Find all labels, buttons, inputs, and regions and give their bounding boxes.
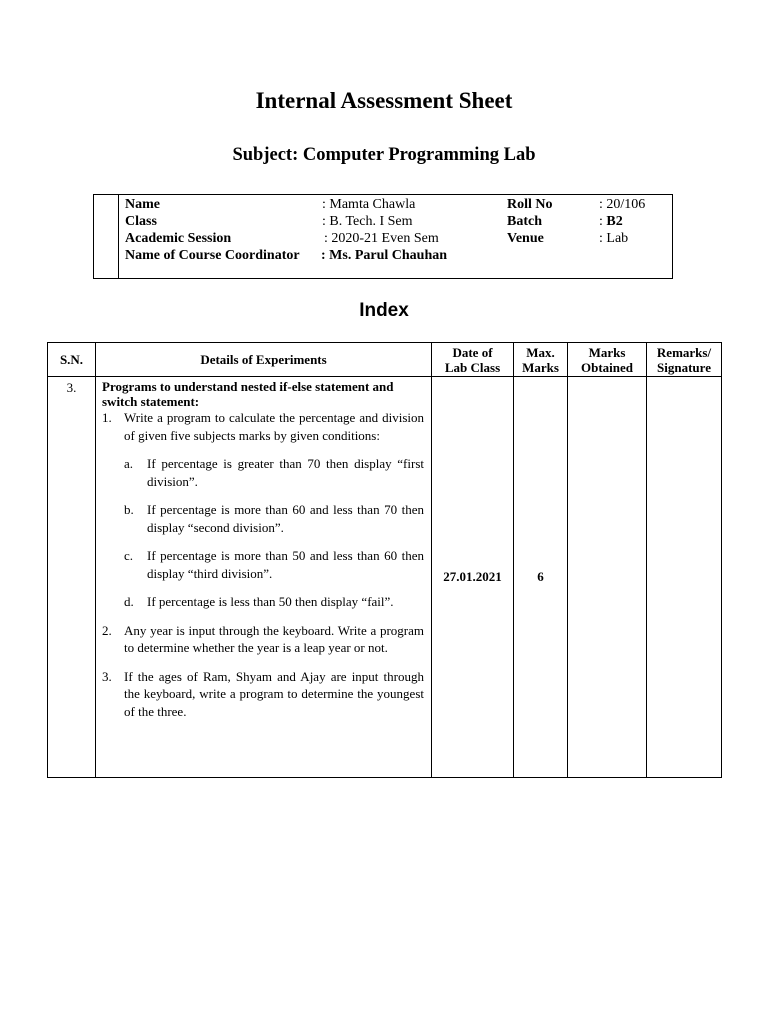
experiment-item-1 [102, 409, 424, 444]
col-max-header [514, 343, 568, 377]
table-header-row [48, 343, 722, 377]
col-remarks-line1: Remarks/ [656, 344, 712, 360]
batch-code: B2 [606, 214, 623, 229]
item-number: 2. [102, 622, 112, 638]
item-number: 1. [102, 410, 112, 425]
row-details [96, 377, 432, 778]
venue-value: : Lab [599, 231, 629, 246]
table-row [48, 377, 722, 778]
col-sn-header: S.N. [48, 343, 96, 377]
coordinator-value: : Ms. Parul Chauhan [321, 248, 448, 263]
sub-item-a [102, 455, 424, 490]
item-number: 3. [102, 668, 112, 684]
student-info-box [93, 194, 673, 279]
row-sn: 3. [48, 377, 96, 778]
col-remarks-line2: Signature [657, 359, 711, 375]
sub-item-letter: d. [124, 594, 134, 609]
col-obtained-line1: Marks [588, 344, 626, 360]
index-title: Index [359, 300, 409, 321]
sub-item-d [102, 593, 424, 611]
col-remarks-header [647, 343, 722, 377]
venue-label: Venue [507, 231, 544, 246]
col-date-header [432, 343, 514, 377]
info-box-divider [118, 195, 119, 278]
name-value: : Mamta Chawla [322, 197, 416, 212]
row-date: 27.01.2021 [432, 377, 514, 778]
experiment-item-3 [102, 668, 424, 721]
class-value: : B. Tech. I Sem [322, 214, 413, 229]
name-label: Name [125, 197, 160, 212]
sub-item-c [102, 547, 424, 582]
batch-colon: : [599, 214, 607, 229]
sub-item-text: If percentage is less than 50 then display “fail”. [147, 594, 394, 609]
batch-label: Batch [507, 214, 542, 229]
sub-item-letter: a. [124, 456, 134, 471]
item-text: If the ages of Ram, Shyam and Ajay are input through the keyboard, write a program to determine the youngest of the three. [124, 668, 424, 719]
sub-item-text: If percentage is greater than 70 then display “first division”. [147, 456, 424, 489]
roll-value: : 20/106 [599, 197, 646, 212]
row-remarks [647, 377, 722, 778]
coordinator-label: Name of Course Coordinator [125, 248, 300, 263]
col-max-line1: Max. [526, 344, 555, 360]
col-max-line2: Marks [522, 359, 559, 375]
item-text: Write a program to calculate the percentage and division of given five subjects marks by given conditions: [124, 410, 424, 443]
sub-item-text: If percentage is more than 50 and less than 60 then display “third division”. [147, 548, 424, 581]
col-date-line2: Lab Class [444, 359, 501, 375]
item-text: Any year is input through the keyboard. Write a program to determine whether the year is a leap year or not. [124, 622, 424, 655]
sub-item-text: If percentage is more than 60 and less than 70 then display “second division”. [147, 502, 424, 535]
experiment-heading: Programs to understand nested if-else statement and switch statement: [102, 379, 394, 409]
experiment-item-2 [102, 622, 424, 657]
sub-item-letter: b. [124, 502, 134, 517]
sheet-title: Internal Assessment Sheet [255, 88, 513, 113]
col-obtained-line2: Obtained [580, 359, 633, 375]
row-max-marks: 6 [514, 377, 568, 778]
sub-item-letter: c. [124, 548, 134, 563]
session-value: : 2020-21 Even Sem [324, 231, 439, 246]
class-label: Class [125, 214, 157, 229]
index-table [47, 342, 722, 778]
subject-heading: Subject: Computer Programming Lab [232, 145, 536, 165]
col-details-header: Details of Experiments [96, 343, 432, 377]
session-label: Academic Session [125, 231, 232, 246]
col-date-line1: Date of [452, 344, 493, 360]
batch-value [599, 213, 623, 230]
sub-item-b [102, 501, 424, 536]
roll-label: Roll No [507, 197, 553, 212]
row-marks-obtained [568, 377, 647, 778]
col-obtained-header [568, 343, 647, 377]
